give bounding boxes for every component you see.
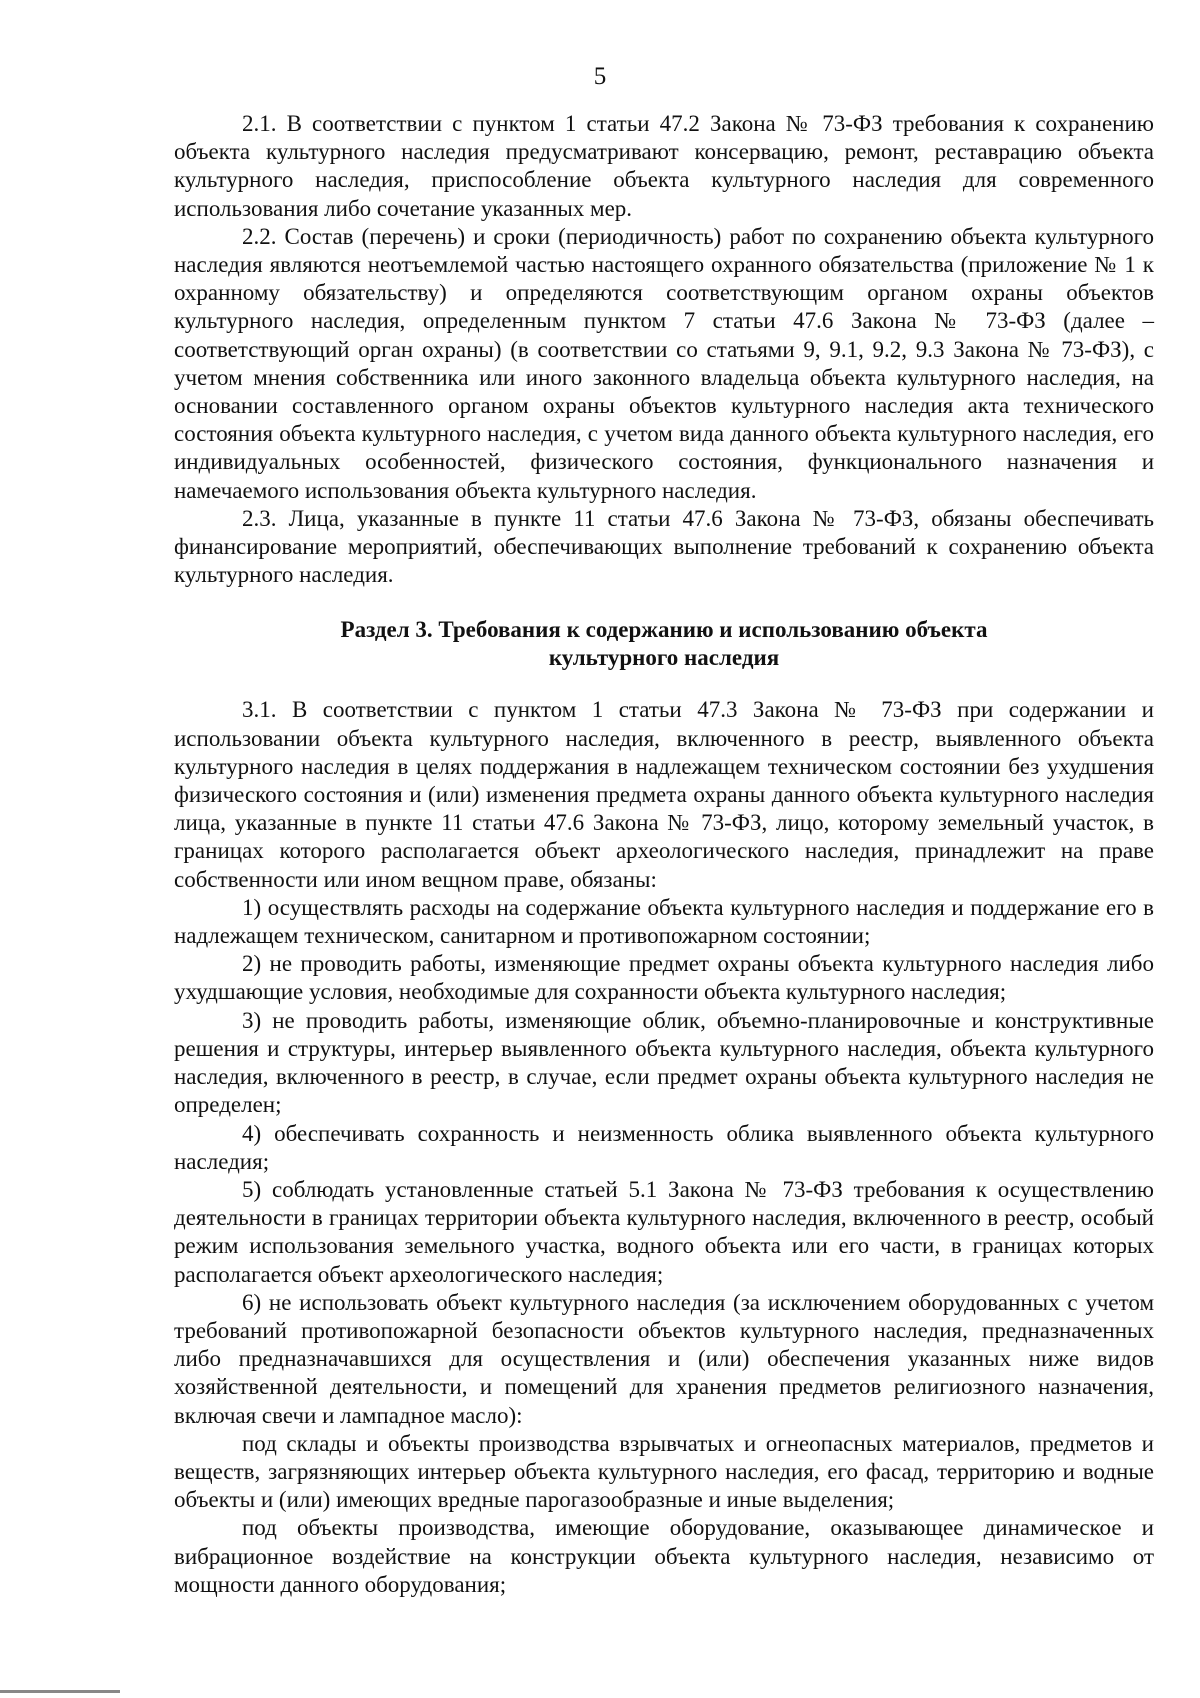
list-item-4: 4) обеспечивать сохранность и неизменность облика выявленного объекта культурного наследия; xyxy=(174,1120,1154,1174)
scan-edge-mark xyxy=(0,1690,120,1693)
list-item-2: 2) не проводить работы, изменяющие предмет охраны объекта культурного наследия либо ухудшающие условия, необходимые для сохранности объекта культурного наследия; xyxy=(174,951,1154,1005)
paragraph-3-1: 3.1. В соответствии с пунктом 1 статьи 47.3 Закона № 73-ФЗ при содержании и использовании объекта культурного наследия, включенного в реестр, выявленного объекта культурного наследия в целях поддержания в надлежащем техническом состоянии без ухудшения физического состояния и (или) изменения предмета охраны данного объекта культурного наследия лица, указанные в пункте 11 статьи 47.6 Закона № 73-ФЗ, лицо, которому земельный участок, в границах которого располагается объект археологического наследия, принадлежит на праве собственности или ином вещном праве, обязаны: xyxy=(174,697,1154,892)
paragraph-2-1: 2.1. В соответствии с пунктом 1 статьи 47.2 Закона № 73-ФЗ требования к сохранению объекта культурного наследия предусматривают консервацию, ремонт, реставрацию объекта культурного наследия, приспособление объекта культурного наследия для современного использования либо сочетание указанных мер. xyxy=(174,111,1154,221)
section-heading-line-2: культурного наследия xyxy=(548,645,780,671)
list-item-3: 3) не проводить работы, изменяющие облик, объемно-планировочные и конструктивные решения и структуры, интерьер выявленного объекта культурного наследия, объекта культурного наследия, включенного в реестр, в случае, если предмет охраны объекта культурного наследия не определен; xyxy=(174,1007,1154,1118)
paragraph-2-3: 2.3. Лица, указанные в пункте 11 статьи 47.6 Закона № 73-ФЗ, обязаны обеспечивать финансирование мероприятий, обеспечивающих выполнение требований к сохранению объекта культурного наследия. xyxy=(174,505,1154,588)
list-item-6: 6) не использовать объект культурного наследия (за исключением оборудованных с учетом требований противопожарной безопасности объектов культурного наследия, предназначенных либо предназначавшихся для осуществления и (или) обеспечения указанных ниже видов хозяйственной деятельности, и помещений для хранения предметов религиозного назначения, включая свечи и лампадное масло): xyxy=(174,1289,1154,1428)
list-item-1: 1) осуществлять расходы на содержание объекта культурного наследия и поддержание его в надлежащем техническом, санитарном и противопожарном состоянии; xyxy=(174,894,1154,949)
section-3-heading xyxy=(174,616,1154,672)
paragraph-2-2: 2.2. Состав (перечень) и сроки (периодичность) работ по сохранению объекта культурного наследия являются неотъемлемой частью настоящего охранного обязательства (приложение № 1 к охранному обязательству) и определяются соответствующим органом охраны объектов культурного наследия, определенным пунктом 7 статьи 47.6 Закона № 73-ФЗ (далее – соответствующий орган охраны) (в соответствии со статьями 9, 9.1, 9.2, 9.3 Закона № 73-ФЗ), с учетом мнения собственника или иного законного владельца объекта культурного наследия, на основании составленного органом охраны объектов культурного наследия акта технического состояния объекта культурного наследия, с учетом вида данного объекта культурного наследия, его индивидуальных особенностей, физического состояния, функционального назначения и намечаемого использования объекта культурного наследия. xyxy=(174,223,1154,503)
list-item-5: 5) соблюдать установленные статьей 5.1 Закона № 73-ФЗ требования к осуществлению деятельности в границах территории объекта культурного наследия, включенного в реестр, особый режим использования земельного участка, водного объекта или его части, в границах которых располагается объект археологического наследия; xyxy=(174,1176,1154,1287)
section-heading-line-1: Раздел 3. Требования к содержанию и использованию объекта xyxy=(340,617,988,643)
sub-item-production: под объекты производства, имеющие оборудование, оказывающее динамическое и вибрационное воздействие на конструкции объекта культурного наследия, независимо от мощности данного оборудования; xyxy=(174,1515,1154,1597)
document-body xyxy=(174,110,1154,1599)
sub-item-warehouses: под склады и объекты производства взрывчатых и огнеопасных материалов, предметов и веществ, загрязняющих интерьер объекта культурного наследия, его фасад, территорию и водные объекты и (или) имеющих вредные парогазообразные и иные выделения; xyxy=(174,1430,1154,1513)
page-number: 5 xyxy=(593,63,607,90)
